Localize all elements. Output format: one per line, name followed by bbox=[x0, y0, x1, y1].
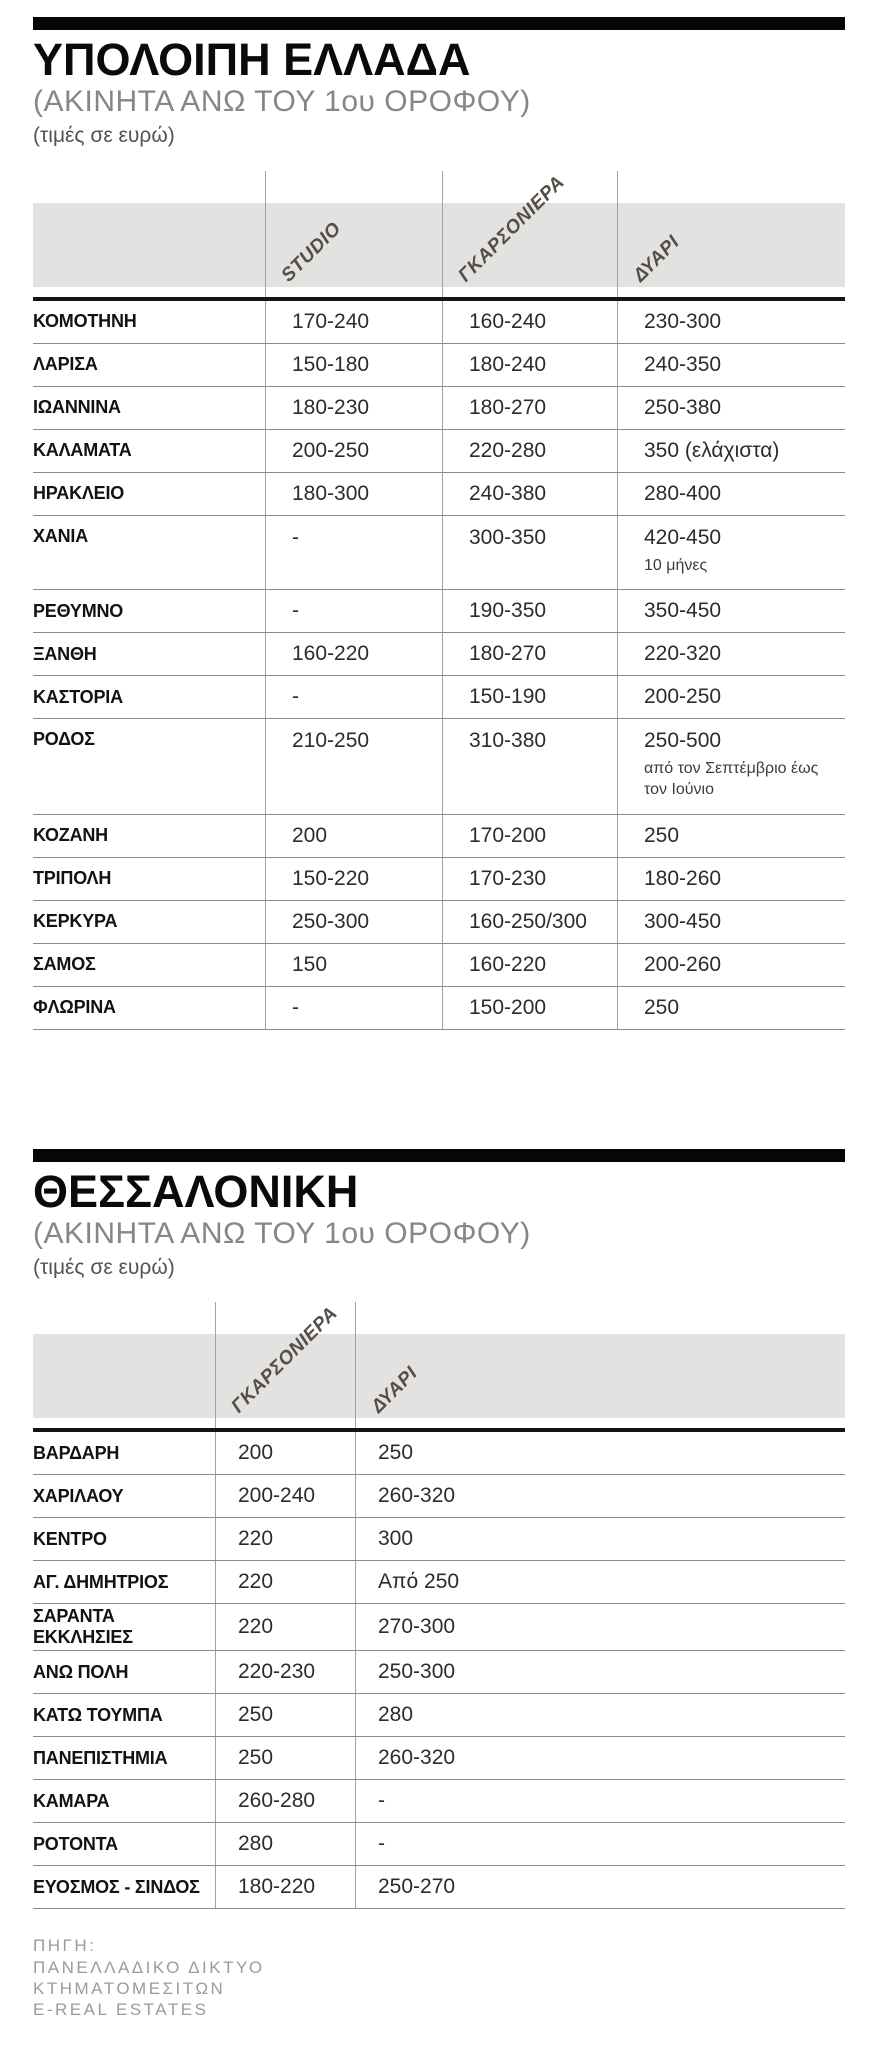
value-cell bbox=[215, 1651, 355, 1693]
area-cell: ΚΕΝΤΡΟ bbox=[33, 1528, 107, 1549]
area-cell: ΙΩΑΝΝΙΝΑ bbox=[33, 397, 121, 418]
value-text: 220-280 bbox=[469, 438, 547, 462]
value-cell bbox=[442, 344, 617, 386]
section-subtitle: (ΑΚΙΝΗΤΑ ΑΝΩ ΤΟΥ 1ου ΟΡΟΦΟΥ) bbox=[33, 84, 531, 118]
table-row bbox=[33, 944, 845, 987]
value-cell bbox=[265, 473, 442, 515]
value-text: 150-190 bbox=[469, 685, 547, 709]
value-text: 250-380 bbox=[644, 395, 722, 419]
column-divider bbox=[265, 171, 266, 297]
value-text: 150-220 bbox=[292, 866, 370, 890]
area-cell: ΡΕΘΥΜΝΟ bbox=[33, 600, 124, 621]
value-cell bbox=[265, 301, 442, 343]
value-cell bbox=[265, 901, 442, 943]
area-cell: ΧΑΝΙΑ bbox=[33, 525, 89, 546]
value-text: 200 bbox=[238, 1441, 274, 1465]
section-top-bar bbox=[33, 17, 845, 30]
area-cell: ΣΑΜΟΣ bbox=[33, 954, 96, 975]
price-table-rest-of-greece bbox=[33, 171, 845, 1030]
value-cell bbox=[617, 473, 845, 515]
value-cell bbox=[617, 590, 845, 632]
table-row bbox=[33, 1737, 845, 1780]
value-text: 220 bbox=[238, 1570, 274, 1594]
source-line: ΚΤΗΜΑΤΟΜΕΣΙΤΩΝ bbox=[33, 1978, 226, 1998]
value-text: 230-300 bbox=[644, 309, 722, 333]
area-cell: ΚΟΖΑΝΗ bbox=[33, 825, 108, 846]
source-line: ΠΗΓΗ: bbox=[33, 1936, 97, 1956]
value-text: 180-300 bbox=[292, 481, 370, 505]
area-cell: ΤΡΙΠΟΛΗ bbox=[33, 868, 112, 889]
table-row bbox=[33, 1651, 845, 1694]
value-cell bbox=[442, 473, 617, 515]
column-divider bbox=[442, 171, 443, 297]
area-cell: ΚΑΣΤΟΡΙΑ bbox=[33, 686, 123, 707]
value-cell bbox=[442, 815, 617, 857]
table-row bbox=[33, 815, 845, 858]
table-row bbox=[33, 590, 845, 633]
value-text: 160-250/300 bbox=[469, 909, 587, 933]
value-text: - bbox=[292, 525, 299, 549]
value-text: 150-180 bbox=[292, 352, 370, 376]
value-text: 260-320 bbox=[378, 1484, 456, 1508]
value-text: 250 bbox=[378, 1441, 414, 1465]
value-text: 250 bbox=[644, 995, 680, 1019]
value-text: 280 bbox=[378, 1703, 414, 1727]
value-cell bbox=[617, 901, 845, 943]
value-text: 180-230 bbox=[292, 395, 370, 419]
value-text: 300-450 bbox=[644, 909, 722, 933]
value-cell bbox=[617, 516, 845, 590]
value-cell bbox=[215, 1866, 355, 1908]
value-cell bbox=[265, 633, 442, 675]
value-cell bbox=[442, 430, 617, 472]
value-cell bbox=[215, 1561, 355, 1603]
area-cell: ΠΑΝΕΠΙΣΤΗΜΙΑ bbox=[33, 1747, 168, 1768]
area-cell: ΕΥΟΣΜΟΣ - ΣΙΝΔΟΣ bbox=[33, 1876, 200, 1897]
value-text: 210-250 bbox=[292, 729, 370, 753]
column-header: ΔΥΑΡΙ bbox=[629, 231, 684, 286]
table-row bbox=[33, 719, 845, 815]
value-cell bbox=[215, 1780, 355, 1822]
value-text: 180-270 bbox=[469, 395, 547, 419]
table-row bbox=[33, 633, 845, 676]
value-text: 200-260 bbox=[644, 952, 722, 976]
section-rest-of-greece bbox=[33, 17, 845, 1030]
value-cell bbox=[355, 1561, 845, 1603]
value-text: 350-450 bbox=[644, 599, 722, 623]
value-cell bbox=[442, 858, 617, 900]
table-row bbox=[33, 430, 845, 473]
value-text: 200 bbox=[292, 823, 328, 847]
table-row bbox=[33, 1432, 845, 1475]
area-cell: ΛΑΡΙΣΑ bbox=[33, 354, 98, 375]
source-line: E-REAL ESTATES bbox=[33, 1999, 209, 2019]
section-subtitle: (ΑΚΙΝΗΤΑ ΑΝΩ ΤΟΥ 1ου ΟΡΟΦΟΥ) bbox=[33, 1216, 531, 1250]
value-cell bbox=[355, 1866, 845, 1908]
table-row bbox=[33, 1475, 845, 1518]
value-cell bbox=[442, 301, 617, 343]
value-cell bbox=[265, 590, 442, 632]
value-text: - bbox=[292, 995, 299, 1019]
value-cell bbox=[617, 719, 845, 814]
value-cell bbox=[442, 590, 617, 632]
column-divider bbox=[355, 1302, 356, 1428]
value-text: 300-350 bbox=[469, 525, 547, 549]
value-text: 160-220 bbox=[469, 952, 547, 976]
value-text: 270-300 bbox=[378, 1615, 456, 1639]
value-cell bbox=[265, 676, 442, 718]
value-text: 250 bbox=[644, 823, 680, 847]
value-cell bbox=[265, 944, 442, 986]
value-cell bbox=[442, 944, 617, 986]
table-row bbox=[33, 901, 845, 944]
table-row bbox=[33, 301, 845, 344]
value-cell bbox=[215, 1604, 355, 1650]
area-cell: ΚΑΛΑΜΑΤΑ bbox=[33, 440, 132, 461]
section-title: ΥΠΟΛΟΙΠΗ ΕΛΛΑΔΑ bbox=[33, 34, 471, 85]
column-divider bbox=[617, 171, 618, 297]
column-header: ΓΚΑΡΣΟΝΙΕΡΑ bbox=[454, 171, 569, 286]
table-row bbox=[33, 473, 845, 516]
value-cell bbox=[617, 815, 845, 857]
table-row bbox=[33, 987, 845, 1030]
value-cell bbox=[442, 516, 617, 590]
value-text: 150 bbox=[292, 952, 328, 976]
unit-note: (τιμές σε ευρώ) bbox=[33, 124, 175, 148]
area-cell: ΚΑΤΩ ΤΟΥΜΠΑ bbox=[33, 1704, 163, 1725]
header-band bbox=[33, 203, 845, 287]
price-table-thessaloniki bbox=[33, 1302, 845, 1909]
value-cell bbox=[442, 387, 617, 429]
value-text: 170-240 bbox=[292, 309, 370, 333]
value-text: - bbox=[292, 685, 299, 709]
value-text: 240-380 bbox=[469, 481, 547, 505]
value-cell bbox=[355, 1694, 845, 1736]
value-cell bbox=[215, 1475, 355, 1517]
value-cell bbox=[215, 1823, 355, 1865]
value-cell bbox=[265, 344, 442, 386]
value-note: 10 μήνες bbox=[644, 556, 708, 574]
value-text: 200-240 bbox=[238, 1484, 316, 1508]
value-text: 220-230 bbox=[238, 1660, 316, 1684]
column-header: ΔΥΑΡΙ bbox=[367, 1363, 422, 1418]
value-cell bbox=[442, 633, 617, 675]
table-header bbox=[33, 171, 845, 301]
value-text: 250 bbox=[238, 1746, 274, 1770]
source-note bbox=[33, 1935, 880, 2019]
section-thessaloniki bbox=[33, 1149, 845, 1910]
value-cell bbox=[442, 719, 617, 814]
value-cell bbox=[355, 1475, 845, 1517]
value-cell bbox=[355, 1518, 845, 1560]
area-cell: ΣΑΡΑΝΤΑ ΕΚΚΛΗΣΙΕΣ bbox=[33, 1606, 133, 1648]
table-row bbox=[33, 858, 845, 901]
value-text: 250-270 bbox=[378, 1875, 456, 1899]
column-divider bbox=[215, 1302, 216, 1428]
value-text: 260-280 bbox=[238, 1789, 316, 1813]
value-text: - bbox=[378, 1789, 385, 1813]
section-title: ΘΕΣΣΑΛΟΝΙΚΗ bbox=[33, 1165, 359, 1217]
area-cell: ΡΟΤΟΝΤΑ bbox=[33, 1833, 118, 1854]
value-text: 180-240 bbox=[469, 352, 547, 376]
table-row bbox=[33, 1604, 845, 1651]
area-cell: ΑΝΩ ΠΟΛΗ bbox=[33, 1661, 129, 1682]
unit-note: (τιμές σε ευρώ) bbox=[33, 1256, 175, 1280]
value-text: 220 bbox=[238, 1527, 274, 1551]
value-text: 220-320 bbox=[644, 642, 722, 666]
value-cell bbox=[355, 1651, 845, 1693]
value-cell bbox=[215, 1694, 355, 1736]
value-cell bbox=[265, 858, 442, 900]
value-text: 250-300 bbox=[378, 1660, 456, 1684]
value-text: - bbox=[378, 1832, 385, 1856]
value-cell bbox=[617, 987, 845, 1029]
table-row bbox=[33, 1561, 845, 1604]
header-band bbox=[33, 1334, 845, 1418]
value-text: 180-220 bbox=[238, 1875, 316, 1899]
value-text: 250 bbox=[238, 1703, 274, 1727]
table-row bbox=[33, 1780, 845, 1823]
area-cell: ΡΟΔΟΣ bbox=[33, 729, 95, 750]
value-text: 170-230 bbox=[469, 866, 547, 890]
value-cell bbox=[442, 987, 617, 1029]
value-text: 310-380 bbox=[469, 729, 547, 753]
table-row bbox=[33, 676, 845, 719]
value-cell bbox=[355, 1604, 845, 1650]
value-cell bbox=[442, 901, 617, 943]
value-text: 260-320 bbox=[378, 1746, 456, 1770]
value-text: 160-220 bbox=[292, 642, 370, 666]
column-header: STUDIO bbox=[277, 217, 346, 286]
value-cell bbox=[442, 676, 617, 718]
value-cell bbox=[617, 301, 845, 343]
value-cell bbox=[617, 944, 845, 986]
value-text: 280-400 bbox=[644, 481, 722, 505]
value-cell bbox=[617, 430, 845, 472]
value-cell bbox=[265, 430, 442, 472]
value-text: 180-260 bbox=[644, 866, 722, 890]
source-line: ΠΑΝΕΛΛΑΔΙΚΟ ΔΙΚΤΥΟ bbox=[33, 1957, 265, 1977]
value-cell bbox=[617, 858, 845, 900]
area-cell: ΚΟΜΟΤΗΝΗ bbox=[33, 311, 137, 332]
value-text: 420-450 bbox=[644, 525, 722, 549]
value-cell bbox=[355, 1737, 845, 1779]
value-cell bbox=[215, 1518, 355, 1560]
value-text: 220 bbox=[238, 1615, 274, 1639]
value-cell bbox=[265, 815, 442, 857]
column-header: ΓΚΑΡΣΟΝΙΕΡΑ bbox=[227, 1303, 342, 1418]
value-cell bbox=[265, 987, 442, 1029]
value-text: 190-350 bbox=[469, 599, 547, 623]
table-row bbox=[33, 1518, 845, 1561]
table-row bbox=[33, 1866, 845, 1909]
value-cell bbox=[617, 633, 845, 675]
value-text: Από 250 bbox=[378, 1570, 460, 1594]
area-cell: ΧΑΡΙΛΑΟΥ bbox=[33, 1485, 124, 1506]
area-cell: ΒΑΡΔΑΡΗ bbox=[33, 1442, 120, 1463]
value-text: 200-250 bbox=[292, 438, 370, 462]
value-note: από τον Σεπτέμβριο έως τον Ιούνιο bbox=[644, 760, 819, 799]
table-row bbox=[33, 1694, 845, 1737]
value-text: 300 bbox=[378, 1527, 414, 1551]
value-text: 350 (ελάχιστα) bbox=[644, 438, 780, 462]
table-header bbox=[33, 1302, 845, 1432]
value-cell bbox=[265, 516, 442, 590]
value-cell bbox=[617, 676, 845, 718]
value-text: 250-300 bbox=[292, 909, 370, 933]
value-cell bbox=[265, 719, 442, 814]
value-text: 200-250 bbox=[644, 685, 722, 709]
value-cell bbox=[617, 387, 845, 429]
table-row bbox=[33, 344, 845, 387]
value-cell bbox=[215, 1432, 355, 1474]
area-cell: ΚΑΜΑΡΑ bbox=[33, 1790, 110, 1811]
section-top-bar bbox=[33, 1149, 845, 1162]
value-text: 160-240 bbox=[469, 309, 547, 333]
value-cell bbox=[215, 1737, 355, 1779]
value-text: 170-200 bbox=[469, 823, 547, 847]
value-text: 240-350 bbox=[644, 352, 722, 376]
value-text: - bbox=[292, 599, 299, 623]
table-row bbox=[33, 1823, 845, 1866]
value-text: 180-270 bbox=[469, 642, 547, 666]
area-cell: ΗΡΑΚΛΕΙΟ bbox=[33, 483, 125, 504]
value-text: 150-200 bbox=[469, 995, 547, 1019]
value-text: 250-500 bbox=[644, 729, 722, 753]
value-cell bbox=[617, 344, 845, 386]
area-cell: ΞΑΝΘΗ bbox=[33, 643, 97, 664]
table-row bbox=[33, 387, 845, 430]
value-cell bbox=[265, 387, 442, 429]
area-cell: ΑΓ. ΔΗΜΗΤΡΙΟΣ bbox=[33, 1571, 169, 1592]
value-text: 280 bbox=[238, 1832, 274, 1856]
value-cell bbox=[355, 1432, 845, 1474]
area-cell: ΚΕΡΚΥΡΑ bbox=[33, 911, 118, 932]
area-cell: ΦΛΩΡΙΝΑ bbox=[33, 997, 116, 1018]
value-cell bbox=[355, 1780, 845, 1822]
table-row bbox=[33, 516, 845, 591]
value-cell bbox=[355, 1823, 845, 1865]
